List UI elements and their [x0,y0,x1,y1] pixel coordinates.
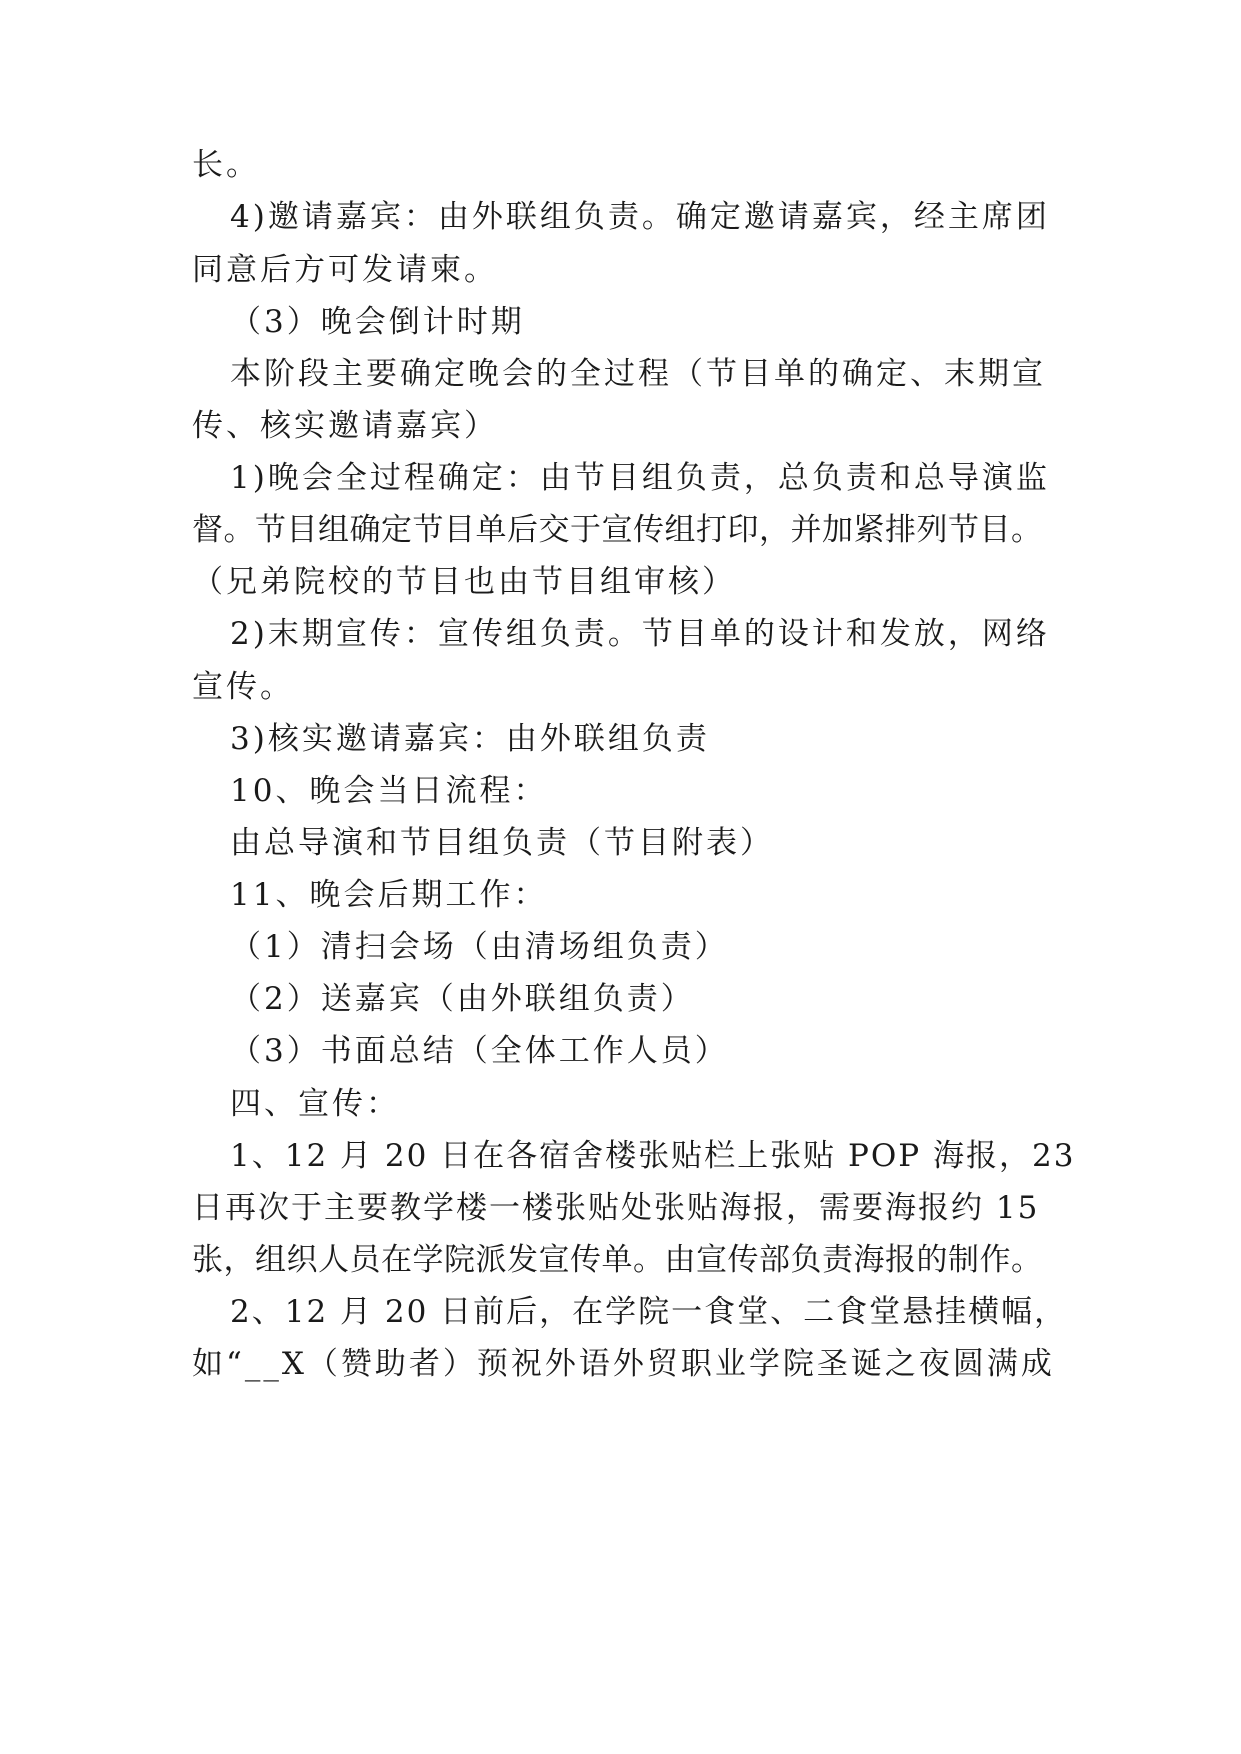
text-line-12: 3)核实邀请嘉宾：由外联组负责 [230,721,710,757]
text-line-3: 同意后方可发请柬。 [192,252,498,288]
text-line-6: 传、核实邀请嘉宾） [192,408,498,444]
text-line-7: 1)晚会全过程确定：由节目组负责，总负责和总导演监 [230,460,1050,496]
text-line-10: 2)末期宣传：宣传组负责。节目单的设计和发放，网络 [230,616,1050,652]
text-line-9: （兄弟院校的节目也由节目组审核） [192,564,736,600]
text-line-21: 日再次于主要教学楼一楼张贴处张贴海报，需要海报约 15 [192,1190,1040,1226]
text-line-8: 督。节目组确定节目单后交于宣传组打印，并加紧排列节目。 [192,512,1043,548]
text-line-24: 如“__X（赞助者）预祝外语外贸职业学院圣诞之夜圆满成 [192,1346,1055,1382]
text-line-19: 四、宣传： [230,1086,400,1122]
text-line-1: 长。 [192,147,260,183]
text-line-2: 4)邀请嘉宾：由外联组负责。确定邀请嘉宾，经主席团 [230,199,1050,235]
text-line-23: 2、12 月 20 日前后，在学院一食堂、二食堂悬挂横幅， [230,1294,1068,1330]
text-line-14: 由总导演和节目组负责（节目附表） [230,825,774,861]
text-line-4: （3）晚会倒计时期 [230,304,525,340]
text-line-11: 宣传。 [192,669,294,705]
text-line-15: 11、晚会后期工作： [230,877,548,913]
text-line-20: 1、12 月 20 日在各宿舍楼张贴栏上张贴 POP 海报，23 [230,1138,1076,1174]
text-line-16: （1）清扫会场（由清场组负责） [230,929,729,965]
text-line-18: （3）书面总结（全体工作人员） [230,1033,729,1069]
text-line-22: 张，组织人员在学院派发宣传单。由宣传部负责海报的制作。 [192,1242,1043,1278]
text-line-13: 10、晚会当日流程： [230,773,548,809]
text-line-5: 本阶段主要确定晚会的全过程（节目单的确定、末期宣 [230,356,1046,392]
text-line-17: （2）送嘉宾（由外联组负责） [230,981,695,1017]
